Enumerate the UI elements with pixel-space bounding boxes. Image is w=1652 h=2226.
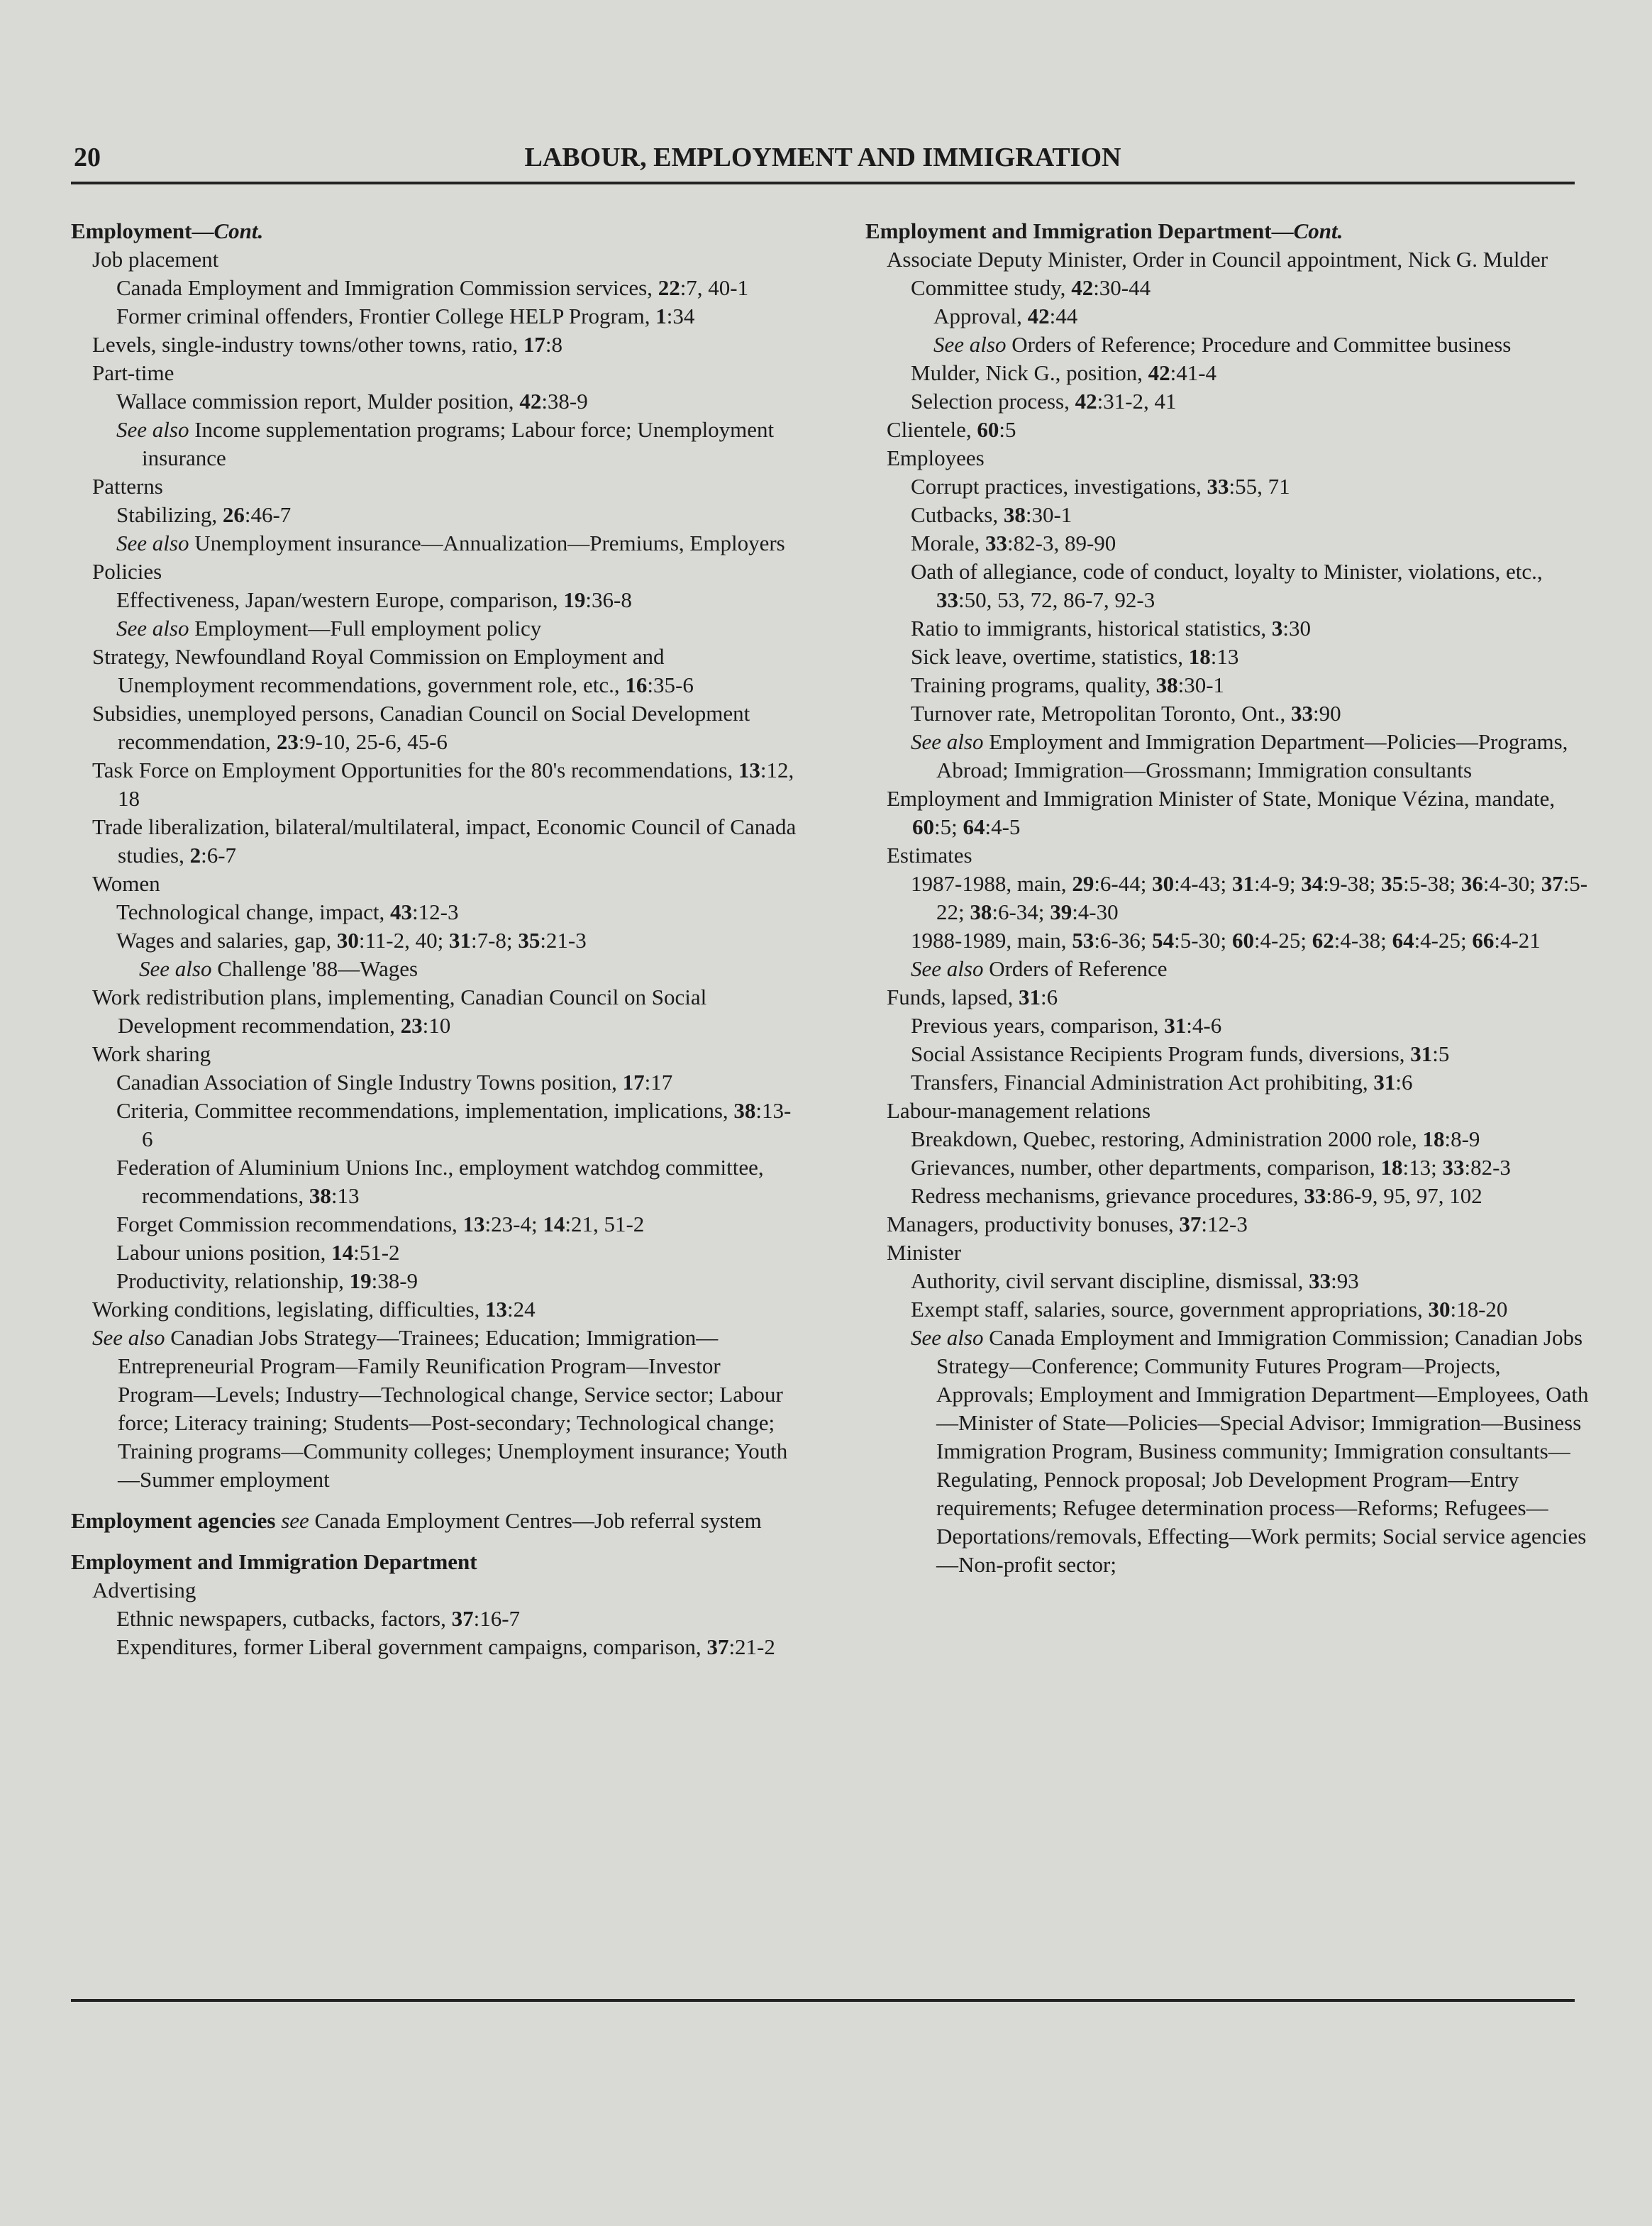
entry-text: :4-43; bbox=[1174, 871, 1232, 896]
entry-text: 38 bbox=[970, 899, 992, 924]
entry-text: Estimates bbox=[887, 843, 972, 868]
entry-text: 3 bbox=[1271, 616, 1283, 641]
entry-text: 30 bbox=[1428, 1297, 1451, 1322]
entry-text: Canada Employment Centres—Job referral system bbox=[309, 1508, 762, 1533]
entry-text: 42 bbox=[1148, 360, 1170, 385]
entry-text: Technological change, impact, bbox=[116, 899, 391, 924]
index-entry bbox=[865, 331, 1596, 359]
entry-text: Employment agencies bbox=[71, 1508, 276, 1533]
entry-text: 1 bbox=[655, 304, 667, 328]
index-entry bbox=[865, 643, 1596, 671]
entry-text: :17 bbox=[644, 1070, 673, 1095]
entry-text: 31 bbox=[449, 928, 471, 953]
index-entry bbox=[71, 1267, 802, 1295]
entry-text: 18 bbox=[1380, 1155, 1403, 1180]
entry-text: 31 bbox=[1164, 1013, 1187, 1038]
index-entry bbox=[71, 813, 802, 870]
entry-text: 18 bbox=[1422, 1126, 1445, 1151]
entry-text: Labour unions position, bbox=[116, 1240, 332, 1265]
entry-text: 13 bbox=[485, 1297, 508, 1322]
entry-text: :16-7 bbox=[473, 1606, 521, 1631]
index-entry bbox=[865, 302, 1596, 331]
index-entry bbox=[865, 1125, 1596, 1153]
entry-text: :5 bbox=[1432, 1041, 1450, 1066]
entry-text: Orders of Reference; Procedure and Committee business bbox=[1006, 332, 1512, 357]
entry-text: 60 bbox=[1231, 928, 1254, 953]
entry-text: Criteria, Committee recommendations, implementation, implications, bbox=[116, 1098, 734, 1123]
entry-text: Task Force on Employment Opportunities for the 80's recommendations, bbox=[92, 758, 738, 782]
index-entry bbox=[865, 1324, 1596, 1579]
index-entry bbox=[865, 841, 1596, 870]
entry-text: :6-44; bbox=[1094, 871, 1153, 896]
index-entry bbox=[865, 728, 1596, 785]
index-entry bbox=[71, 1068, 802, 1097]
index-entry bbox=[71, 217, 802, 245]
entry-text: Exempt staff, salaries, source, government appropriations, bbox=[911, 1297, 1429, 1322]
entry-text: :5 bbox=[999, 417, 1016, 442]
index-entry bbox=[865, 1040, 1596, 1068]
index-entry bbox=[71, 586, 802, 614]
entry-text: :4-30 bbox=[1072, 899, 1119, 924]
entry-text: 38 bbox=[1003, 502, 1026, 527]
entry-text: :4-9; bbox=[1253, 871, 1302, 896]
entry-text: Employees bbox=[887, 445, 985, 470]
index-entry bbox=[71, 387, 802, 416]
entry-text: 42 bbox=[1075, 389, 1097, 414]
entry-text: Working conditions, legislating, difficulties, bbox=[92, 1297, 486, 1322]
index-entry bbox=[865, 217, 1596, 245]
entry-text: Turnover rate, Metropolitan Toronto, Ont., bbox=[911, 701, 1291, 726]
index-entry bbox=[865, 274, 1596, 302]
entry-text: Work redistribution plans, implementing, Canadian Council on Social Development recommendation, bbox=[92, 985, 707, 1038]
entry-text: 33 bbox=[1290, 701, 1313, 726]
entry-text: :93 bbox=[1331, 1268, 1359, 1293]
entry-text: 34 bbox=[1301, 871, 1324, 896]
entry-text: Corrupt practices, investigations, bbox=[911, 474, 1207, 499]
entry-text: :50, 53, 72, 86-7, 92-3 bbox=[958, 587, 1155, 612]
entry-text: Funds, lapsed, bbox=[887, 985, 1019, 1009]
entry-text: 42 bbox=[1071, 275, 1094, 300]
entry-text: 13 bbox=[462, 1212, 485, 1236]
entry-text: Oath of allegiance, code of conduct, loyalty to Minister, violations, etc., bbox=[911, 559, 1543, 584]
entry-text: :5-22; bbox=[936, 871, 1588, 924]
entry-text: 35 bbox=[518, 928, 540, 953]
entry-text: Breakdown, Quebec, restoring, Administration 2000 role, bbox=[911, 1126, 1423, 1151]
footer-rule bbox=[71, 1999, 1575, 2002]
entry-text: 2 bbox=[189, 843, 201, 868]
index-entry bbox=[865, 1295, 1596, 1324]
entry-text: :18-20 bbox=[1450, 1297, 1508, 1322]
index-entry bbox=[865, 1239, 1596, 1267]
entry-text: Labour-management relations bbox=[887, 1098, 1151, 1123]
entry-text: 33 bbox=[1304, 1183, 1326, 1208]
entry-text: :6-34; bbox=[992, 899, 1050, 924]
entry-text: :13; bbox=[1402, 1155, 1443, 1180]
entry-text: 37 bbox=[1179, 1212, 1202, 1236]
entry-text: Ethnic newspapers, cutbacks, factors, bbox=[116, 1606, 452, 1631]
entry-text: Employment—Full employment policy bbox=[189, 616, 542, 641]
entry-text: See also bbox=[911, 1325, 984, 1350]
entry-text: 37 bbox=[706, 1634, 729, 1659]
entry-text: :12-3 bbox=[1201, 1212, 1248, 1236]
index-entry bbox=[865, 1012, 1596, 1040]
entry-text: Sick leave, overtime, statistics, bbox=[911, 644, 1189, 669]
entry-text: Job placement bbox=[92, 247, 219, 272]
entry-text: :24 bbox=[507, 1297, 536, 1322]
index-entry bbox=[865, 501, 1596, 529]
entry-text: Mulder, Nick G., position, bbox=[911, 360, 1148, 385]
entry-text: See also bbox=[116, 417, 189, 442]
entry-text: :6 bbox=[1395, 1070, 1413, 1095]
page-number: 20 bbox=[74, 143, 101, 172]
index-entry bbox=[71, 1324, 802, 1494]
index-entry bbox=[865, 955, 1596, 983]
entry-text: 60 bbox=[977, 417, 999, 442]
entry-text: Canada Employment and Immigration Commission services, bbox=[116, 275, 658, 300]
index-entry bbox=[865, 387, 1596, 416]
entry-text: Effectiveness, Japan/western Europe, comparison, bbox=[116, 587, 564, 612]
entry-text: :5; bbox=[934, 814, 963, 839]
entry-text: :4-30; bbox=[1482, 871, 1541, 896]
entry-text: :30-1 bbox=[1025, 502, 1072, 527]
entry-text: 19 bbox=[563, 587, 586, 612]
entry-text: Minister bbox=[887, 1240, 962, 1265]
entry-text: See also bbox=[92, 1325, 165, 1350]
page-header bbox=[71, 139, 1575, 182]
index-entry bbox=[865, 1097, 1596, 1125]
entry-text: Employment and Immigration Department bbox=[71, 1549, 477, 1574]
index-entry bbox=[71, 643, 802, 699]
entry-text: :6-36; bbox=[1094, 928, 1153, 953]
index-entry bbox=[71, 529, 802, 558]
entry-text: :13 bbox=[331, 1183, 360, 1208]
entry-text: Part-time bbox=[92, 360, 174, 385]
entry-text: Employment and Immigration Minister of State, Monique Vézina, mandate, bbox=[887, 786, 1556, 811]
entry-text: See also bbox=[911, 956, 984, 981]
entry-text: Income supplementation programs; Labour force; Unemployment insurance bbox=[142, 417, 775, 470]
entry-text: :4-25; bbox=[1253, 928, 1312, 953]
entry-text: 30 bbox=[336, 928, 359, 953]
entry-text: Unemployment insurance—Annualization—Premiums, Employers bbox=[189, 531, 785, 555]
entry-text: Federation of Aluminium Unions Inc., employment watchdog committee, recommendations, bbox=[116, 1155, 764, 1208]
entry-text: Forget Commission recommendations, bbox=[116, 1212, 463, 1236]
index-entry bbox=[71, 1097, 802, 1153]
entry-text: 18 bbox=[1188, 644, 1211, 669]
index-entry bbox=[71, 472, 802, 501]
entry-text: Trade liberalization, bilateral/multilateral, impact, Economic Council of Canada studies, bbox=[92, 814, 797, 868]
entry-text: 38 bbox=[1155, 672, 1178, 697]
entry-text: :6-7 bbox=[201, 843, 237, 868]
entry-text: :46-7 bbox=[244, 502, 292, 527]
entry-text: :10 bbox=[422, 1013, 451, 1038]
entry-text: Previous years, comparison, bbox=[911, 1013, 1165, 1038]
index-entry bbox=[865, 983, 1596, 1012]
entry-text: :6 bbox=[1041, 985, 1058, 1009]
entry-text: :35-6 bbox=[647, 672, 694, 697]
index-entry bbox=[71, 1210, 802, 1239]
entry-text: 17 bbox=[523, 332, 545, 357]
entry-text: Strategy, Newfoundland Royal Commission on Employment and Unemployment recommendations, government role, etc., bbox=[92, 644, 665, 697]
entry-text: 31 bbox=[1019, 985, 1041, 1009]
index-entry bbox=[71, 870, 802, 898]
entry-text: Cutbacks, bbox=[911, 502, 1004, 527]
entry-text: 14 bbox=[331, 1240, 354, 1265]
entry-text: Employment and Immigration Department— bbox=[865, 218, 1294, 243]
index-entry bbox=[865, 1182, 1596, 1210]
entry-text: 66 bbox=[1472, 928, 1495, 953]
index-entry bbox=[71, 331, 802, 359]
entry-text: :82-3, 89-90 bbox=[1007, 531, 1116, 555]
entry-text: 33 bbox=[1207, 474, 1229, 499]
entry-text: :30-44 bbox=[1093, 275, 1151, 300]
entry-text: 42 bbox=[1027, 304, 1050, 328]
entry-text: 35 bbox=[1381, 871, 1404, 896]
entry-text: :86-9, 95, 97, 102 bbox=[1326, 1183, 1482, 1208]
entry-text: Cont. bbox=[1293, 218, 1343, 243]
entry-text: 33 bbox=[1442, 1155, 1465, 1180]
entry-text: 39 bbox=[1050, 899, 1072, 924]
index-entry bbox=[865, 1210, 1596, 1239]
entry-text: :90 bbox=[1312, 701, 1341, 726]
entry-text: See also bbox=[139, 956, 212, 981]
entry-text: 31 bbox=[1410, 1041, 1433, 1066]
entry-text: Employment and Immigration Department—Policies—Programs, Abroad; Immigration—Grossmann; Immigration consultants bbox=[936, 729, 1568, 782]
entry-text: 43 bbox=[390, 899, 413, 924]
entry-text: Grievances, number, other departments, comparison, bbox=[911, 1155, 1381, 1180]
entry-text: :21, 51-2 bbox=[565, 1212, 645, 1236]
index-entry bbox=[71, 1295, 802, 1324]
entry-text: Wages and salaries, gap, bbox=[116, 928, 337, 953]
entry-text: :12, 18 bbox=[118, 758, 794, 811]
entry-text: :38-9 bbox=[541, 389, 588, 414]
index-entry bbox=[865, 1267, 1596, 1295]
entry-text: Training programs, quality, bbox=[911, 672, 1156, 697]
index-entry bbox=[865, 359, 1596, 387]
entry-text: Clientele, bbox=[887, 417, 977, 442]
entry-text: Morale, bbox=[911, 531, 986, 555]
entry-text: :5-38; bbox=[1403, 871, 1461, 896]
entry-text: see bbox=[281, 1508, 309, 1533]
entry-text: 36 bbox=[1460, 871, 1483, 896]
entry-text: :82-3 bbox=[1464, 1155, 1511, 1180]
entry-text: Social Assistance Recipients Program funds, diversions, bbox=[911, 1041, 1411, 1066]
entry-text: :13 bbox=[1210, 644, 1239, 669]
entry-text: :44 bbox=[1049, 304, 1078, 328]
index-entry bbox=[71, 501, 802, 529]
index-entry bbox=[71, 955, 802, 983]
index-entry bbox=[71, 699, 802, 756]
entry-text: Subsidies, unemployed persons, Canadian Council on Social Development recommendation, bbox=[92, 701, 750, 754]
entry-text: 60 bbox=[912, 814, 934, 839]
entry-text: Canadian Association of Single Industry Towns position, bbox=[116, 1070, 623, 1095]
entry-text: Managers, productivity bonuses, bbox=[887, 1212, 1180, 1236]
index-entry bbox=[71, 416, 802, 472]
entry-text: 19 bbox=[349, 1268, 372, 1293]
entry-text: 62 bbox=[1312, 928, 1334, 953]
entry-text: :7, 40-1 bbox=[680, 275, 749, 300]
entry-text: 54 bbox=[1152, 928, 1175, 953]
entry-text: Former criminal offenders, Frontier College HELP Program, bbox=[116, 304, 656, 328]
entry-text: 14 bbox=[543, 1212, 565, 1236]
entry-text: Stabilizing, bbox=[116, 502, 223, 527]
index-entry bbox=[71, 1548, 802, 1576]
entry-text: 64 bbox=[963, 814, 985, 839]
index-entry bbox=[865, 699, 1596, 728]
entry-text: 23 bbox=[276, 729, 299, 754]
index-entry bbox=[71, 898, 802, 926]
entry-text: :4-6 bbox=[1186, 1013, 1222, 1038]
entry-text: See also bbox=[933, 332, 1007, 357]
index-entry bbox=[71, 302, 802, 331]
entry-text: Selection process, bbox=[911, 389, 1075, 414]
entry-text: 33 bbox=[936, 587, 958, 612]
entry-text: Associate Deputy Minister, Order in Council appointment, Nick G. Mulder bbox=[887, 247, 1548, 272]
entry-text: :8-9 bbox=[1444, 1126, 1480, 1151]
index-entry bbox=[865, 671, 1596, 699]
index-entry bbox=[865, 870, 1596, 926]
entry-text: :31-2, 41 bbox=[1097, 389, 1177, 414]
entry-text: :11-2, 40; bbox=[358, 928, 449, 953]
entry-text: 31 bbox=[1231, 871, 1254, 896]
index-entry bbox=[71, 756, 802, 813]
entry-text: Patterns bbox=[92, 474, 163, 499]
entry-text: Redress mechanisms, grievance procedures, bbox=[911, 1183, 1304, 1208]
entry-text: :9-10, 25-6, 45-6 bbox=[298, 729, 448, 754]
entry-text: 26 bbox=[222, 502, 245, 527]
entry-text: Challenge '88—Wages bbox=[211, 956, 418, 981]
index-entry bbox=[865, 416, 1596, 444]
entry-text: Women bbox=[92, 871, 160, 896]
entry-text: :41-4 bbox=[1170, 360, 1217, 385]
entry-text: :21-2 bbox=[728, 1634, 775, 1659]
entry-text: :4-21 bbox=[1494, 928, 1541, 953]
entry-text: 22 bbox=[658, 275, 680, 300]
left-column bbox=[71, 217, 802, 1661]
entry-text: 38 bbox=[733, 1098, 756, 1123]
index-entry bbox=[865, 785, 1596, 841]
entry-text: Canadian Jobs Strategy—Trainees; Education; Immigration—Entrepreneurial Program—Family Reunification Program—Investor Program—Levels; Industry—Technological change, Service sector; Labour force; Literacy training; Students—Post-secondary; Technological change; Training programs—Community colleges; Unemployment insurance; Youth—Summer employment bbox=[118, 1325, 788, 1492]
entry-text: 37 bbox=[451, 1606, 474, 1631]
index-entry bbox=[71, 926, 802, 955]
entry-text: :4-38; bbox=[1334, 928, 1392, 953]
entry-text: :12-3 bbox=[412, 899, 459, 924]
entry-text: 53 bbox=[1072, 928, 1094, 953]
entry-text: :7-8; bbox=[471, 928, 519, 953]
entry-text: See also bbox=[116, 531, 189, 555]
index-entry bbox=[865, 472, 1596, 501]
entry-text: Expenditures, former Liberal government campaigns, comparison, bbox=[116, 1634, 707, 1659]
entry-text: Ratio to immigrants, historical statistics, bbox=[911, 616, 1272, 641]
entry-text: Authority, civil servant discipline, dismissal, bbox=[911, 1268, 1309, 1293]
entry-text: 64 bbox=[1392, 928, 1414, 953]
entry-text: Policies bbox=[92, 559, 162, 584]
index-entry bbox=[865, 1153, 1596, 1182]
header-rule bbox=[71, 182, 1575, 184]
entry-text: 30 bbox=[1152, 871, 1175, 896]
entry-text: :30 bbox=[1282, 616, 1311, 641]
entry-text: :38-9 bbox=[371, 1268, 418, 1293]
index-entry bbox=[865, 1068, 1596, 1097]
index-entry bbox=[71, 359, 802, 387]
entry-text: Wallace commission report, Mulder position, bbox=[116, 389, 520, 414]
entry-text: :36-8 bbox=[585, 587, 632, 612]
entry-text: 31 bbox=[1373, 1070, 1396, 1095]
entry-text: :30-1 bbox=[1177, 672, 1225, 697]
index-entry bbox=[71, 1605, 802, 1633]
entry-text: 13 bbox=[738, 758, 760, 782]
entry-text: :4-5 bbox=[985, 814, 1021, 839]
entry-text: Work sharing bbox=[92, 1041, 211, 1066]
entry-text: :51-2 bbox=[353, 1240, 400, 1265]
entry-text: Productivity, relationship, bbox=[116, 1268, 350, 1293]
entry-text: 29 bbox=[1072, 871, 1094, 896]
index-entry bbox=[71, 274, 802, 302]
index-entry bbox=[71, 983, 802, 1040]
entry-text: :8 bbox=[545, 332, 562, 357]
entry-text: 38 bbox=[309, 1183, 331, 1208]
index-entry bbox=[71, 1576, 802, 1605]
entry-text: :4-25; bbox=[1414, 928, 1473, 953]
entry-text: :23-4; bbox=[484, 1212, 543, 1236]
index-entry bbox=[71, 558, 802, 586]
right-column bbox=[865, 217, 1596, 1579]
index-entry bbox=[71, 1239, 802, 1267]
entry-text: 1988-1989, main, bbox=[911, 928, 1072, 953]
index-entry bbox=[865, 529, 1596, 558]
entry-text: 33 bbox=[985, 531, 1008, 555]
entry-text: :34 bbox=[666, 304, 695, 328]
entry-text: Approval, bbox=[933, 304, 1028, 328]
entry-text: :9-38; bbox=[1323, 871, 1382, 896]
entry-text: Orders of Reference bbox=[983, 956, 1168, 981]
index-entry bbox=[865, 614, 1596, 643]
entry-text: Advertising bbox=[92, 1578, 196, 1602]
entry-text: Levels, single-industry towns/other towns, ratio, bbox=[92, 332, 523, 357]
entry-text: Transfers, Financial Administration Act prohibiting, bbox=[911, 1070, 1374, 1095]
entry-text: 16 bbox=[625, 672, 648, 697]
entry-text: 33 bbox=[1309, 1268, 1331, 1293]
entry-text: See also bbox=[911, 729, 984, 754]
entry-text: :55, 71 bbox=[1229, 474, 1290, 499]
entry-text: 1987-1988, main, bbox=[911, 871, 1072, 896]
entry-text: :21-3 bbox=[540, 928, 587, 953]
entry-text: Committee study, bbox=[911, 275, 1072, 300]
entry-text: 42 bbox=[519, 389, 542, 414]
entry-text: :13-6 bbox=[142, 1098, 792, 1151]
index-entry bbox=[865, 245, 1596, 274]
running-head: LABOUR, EMPLOYMENT AND IMMIGRATION bbox=[524, 143, 1121, 172]
entry-text: Employment— bbox=[71, 218, 214, 243]
index-entry bbox=[71, 245, 802, 274]
index-entry bbox=[71, 1507, 802, 1535]
entry-text: 37 bbox=[1541, 871, 1563, 896]
index-entry bbox=[71, 1633, 802, 1661]
entry-text: 17 bbox=[622, 1070, 645, 1095]
entry-text: Cont. bbox=[214, 218, 264, 243]
index-entry bbox=[71, 1040, 802, 1068]
entry-text: 23 bbox=[400, 1013, 423, 1038]
index-entry bbox=[71, 1153, 802, 1210]
index-entry bbox=[71, 614, 802, 643]
entry-text: Canada Employment and Immigration Commission; Canadian Jobs Strategy—Conference; Community Futures Program—Projects, Approvals; Employment and Immigration Department—Employees, Oath—Minister of State—Policies—Special Advisor; Immigration—Business Immigration Program, Business community; Immigration consultants—Regulating, Pennock proposal; Job Development Program—Entry requirements; Refugee determination process—Reforms; Refugees—Deportations/removals, Effecting—Work permits; Social service agencies—Non-profit sector; bbox=[936, 1325, 1589, 1577]
entry-text: See also bbox=[116, 616, 189, 641]
index-entry bbox=[865, 444, 1596, 472]
entry-text: :5-30; bbox=[1174, 928, 1232, 953]
index-entry bbox=[865, 558, 1596, 614]
index-entry bbox=[865, 926, 1596, 955]
